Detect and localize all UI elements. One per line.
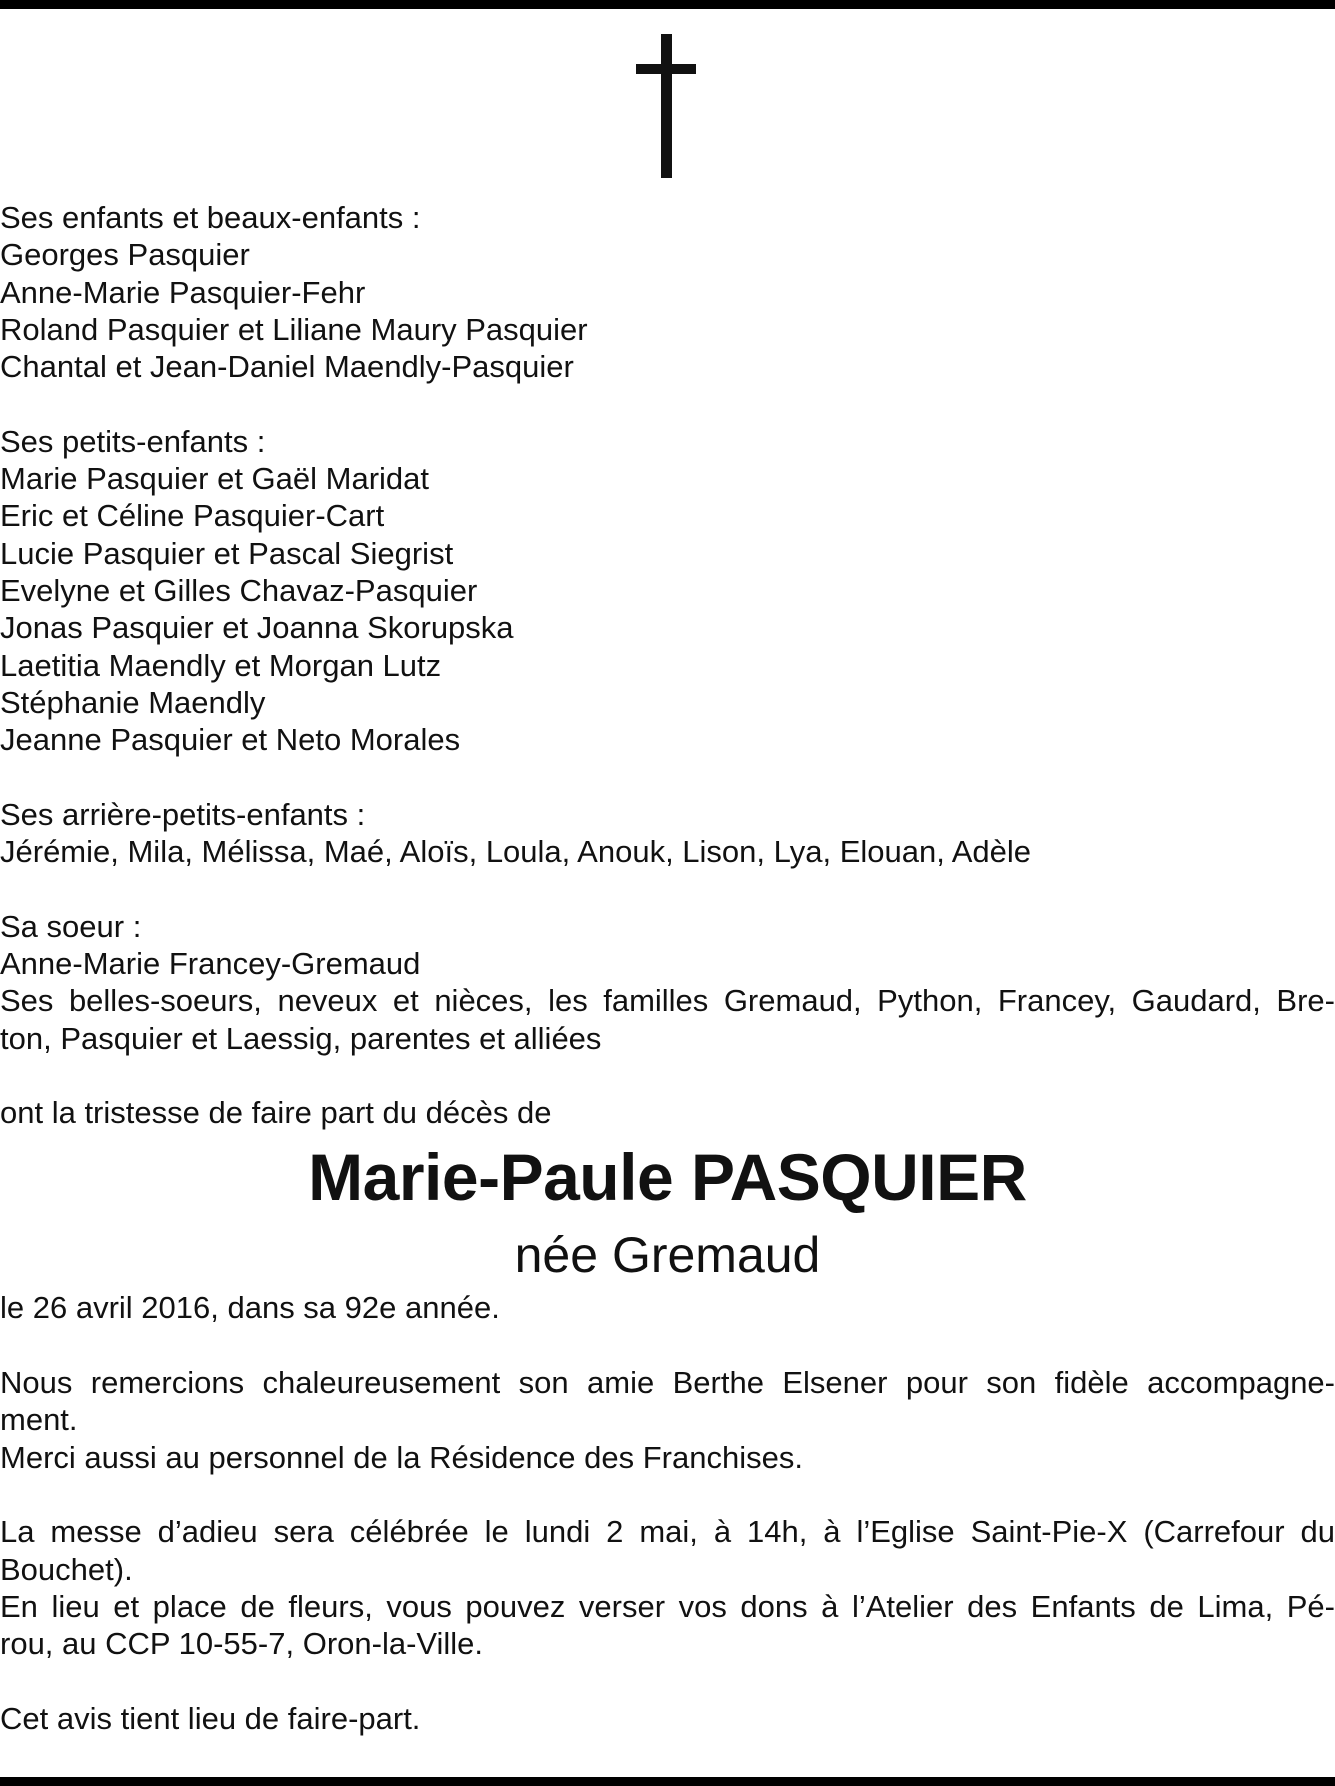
thanks-line: Merci aussi au personnel de la Résidence des Franchises. (0, 1439, 803, 1475)
list-item: Anne-Marie Pasquier-Fehr (0, 274, 366, 310)
list-item: Jonas Pasquier et Joanna Skorupska (0, 610, 514, 646)
grandchildren-heading: Ses petits-enfants : (0, 423, 266, 459)
closing-line: Cet avis tient lieu de faire-part. (0, 1700, 421, 1736)
cross-icon (636, 34, 696, 178)
list-item: Eric et Céline Pasquier-Cart (0, 498, 385, 534)
obituary-text (0, 199, 1335, 1737)
maiden-name: née Gremaud (514, 1227, 821, 1284)
thanks-line: Nous remercions chaleureusement son amie Berthe Elsener pour son fidèle accompagne- (0, 1365, 1335, 1401)
announcement-intro: ont la tristesse de faire part du décès de (0, 1095, 552, 1131)
children-heading: Ses enfants et beaux-enfants : (0, 200, 421, 235)
list-item: Jeanne Pasquier et Neto Morales (0, 722, 461, 758)
list-item: Stéphanie Maendly (0, 684, 266, 720)
thanks-line: ment. (0, 1402, 78, 1438)
relatives-line: ton, Pasquier et Laessig, parentes et alliées (0, 1020, 602, 1056)
list-item: Laetitia Maendly et Morgan Lutz (0, 647, 442, 683)
top-border-rule (0, 0, 1335, 9)
donation-line: En lieu et place de fleurs, vous pouvez verser vos dons à l’Atelier des Enfants de Lima, Pé- (0, 1588, 1335, 1624)
list-item: Lucie Pasquier et Pascal Siegrist (0, 535, 454, 571)
death-date-line: le 26 avril 2016, dans sa 92e année. (0, 1290, 500, 1326)
bottom-border-rule (0, 1777, 1335, 1786)
list-item: Marie Pasquier et Gaël Maridat (0, 461, 430, 497)
list-item: Evelyne et Gilles Chavaz-Pasquier (0, 572, 478, 608)
list-item: Roland Pasquier et Liliane Maury Pasquier (0, 311, 588, 347)
deceased-name: Marie-Paule PASQUIER (308, 1140, 1027, 1215)
donation-line: rou, au CCP 10-55-7, Oron-la-Ville. (0, 1626, 484, 1662)
sister-heading: Sa soeur : (0, 908, 142, 944)
list-item: Georges Pasquier (0, 237, 250, 273)
sister-name: Anne-Marie Francey-Gremaud (0, 945, 421, 981)
relatives-line: Ses belles-soeurs, neveux et nièces, les familles Gremaud, Python, Francey, Gaudard, Bre- (0, 983, 1335, 1019)
ceremony-line: La messe d’adieu sera célébrée le lundi 2 mai, à 14h, à l’Eglise Saint-Pie-X (Carrefour du (0, 1514, 1335, 1550)
ceremony-line: Bouchet). (0, 1551, 133, 1587)
list-item: Chantal et Jean-Daniel Maendly-Pasquier (0, 349, 574, 385)
great-grandchildren-list: Jérémie, Mila, Mélissa, Maé, Aloïs, Loula, Anouk, Lison, Lya, Elouan, Adèle (0, 834, 1032, 870)
great-grandchildren-heading: Ses arrière-petits-enfants : (0, 796, 366, 832)
